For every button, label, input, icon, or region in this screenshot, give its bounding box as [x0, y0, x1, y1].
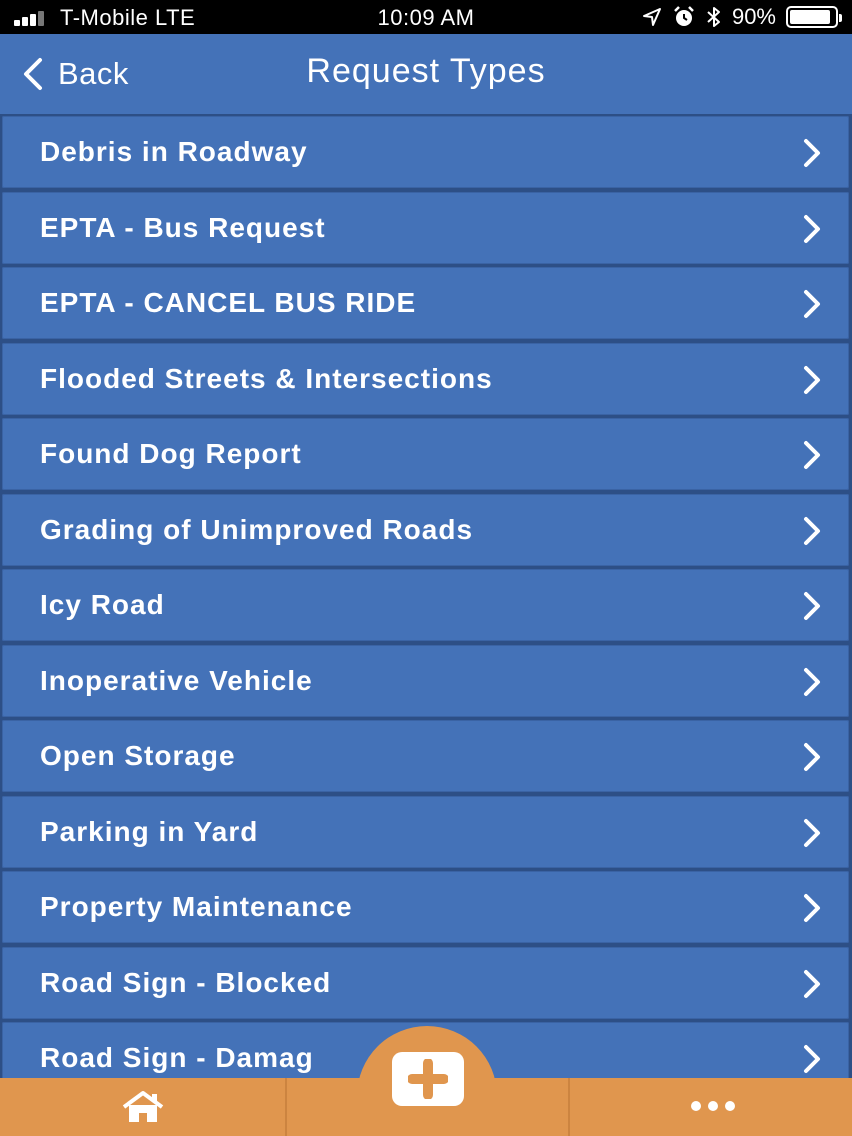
- request-type-label: Open Storage: [40, 740, 236, 771]
- chevron-right-icon: [801, 667, 823, 697]
- status-bar: [0, 0, 852, 34]
- add-request-icon: [408, 1059, 448, 1099]
- request-type-label: Grading of Unimproved Roads: [40, 513, 474, 545]
- alarm-icon: [672, 5, 696, 29]
- more-icon: [690, 1100, 736, 1112]
- chevron-right-icon: [801, 591, 823, 621]
- request-type-label: Property Maintenance: [40, 891, 353, 922]
- request-type-row[interactable]: [2, 871, 849, 943]
- battery-icon: [786, 6, 838, 28]
- chevron-right-icon: [801, 818, 823, 848]
- chevron-right-icon: [801, 289, 823, 319]
- home-icon: [120, 1090, 166, 1124]
- request-type-label: EPTA - Bus Request: [40, 211, 326, 243]
- request-type-row[interactable]: [2, 418, 849, 490]
- request-type-label: Inoperative Vehicle: [40, 664, 313, 696]
- status-right-group: [642, 4, 838, 30]
- location-arrow-icon: [642, 7, 662, 27]
- status-time: 10:09 AM: [377, 5, 475, 30]
- battery-percent: 90%: [731, 4, 776, 29]
- add-request-button[interactable]: [392, 1052, 464, 1106]
- chevron-right-icon: [801, 516, 823, 546]
- request-type-row[interactable]: [2, 494, 849, 566]
- request-type-label: Icy Road: [40, 589, 165, 620]
- request-type-label: Parking in Yard: [40, 815, 259, 847]
- chevron-right-icon: [801, 1044, 823, 1074]
- request-type-row[interactable]: [2, 267, 849, 339]
- navigation-bar: [0, 34, 852, 114]
- request-type-row[interactable]: [2, 569, 849, 641]
- chevron-right-icon: [801, 742, 823, 772]
- request-type-label: Road Sign - Blocked: [40, 966, 332, 998]
- chevron-right-icon: [801, 893, 823, 923]
- back-label: Back: [58, 56, 129, 91]
- request-type-row[interactable]: [2, 116, 849, 188]
- request-type-label: Found Dog Report: [40, 438, 302, 469]
- request-type-row[interactable]: [2, 645, 849, 717]
- request-type-label: Debris in Roadway: [40, 136, 308, 167]
- home-tab[interactable]: [0, 1078, 285, 1136]
- request-type-row[interactable]: [2, 343, 849, 415]
- request-type-label: Flooded Streets & Intersections: [40, 362, 493, 394]
- chevron-right-icon: [801, 138, 823, 168]
- request-type-row[interactable]: [2, 796, 849, 868]
- chevron-right-icon: [801, 365, 823, 395]
- chevron-right-icon: [801, 214, 823, 244]
- request-type-label: Road Sign - Damag: [40, 1042, 314, 1073]
- bluetooth-icon: [706, 5, 722, 29]
- tab-divider: [285, 1078, 287, 1136]
- request-type-row[interactable]: [2, 192, 849, 264]
- carrier-label: T-Mobile LTE: [60, 5, 196, 30]
- request-type-label: EPTA - CANCEL BUS RIDE: [40, 287, 417, 318]
- request-type-row[interactable]: [2, 947, 849, 1019]
- page-title: Request Types: [306, 52, 546, 90]
- chevron-right-icon: [801, 440, 823, 470]
- chevron-right-icon: [801, 969, 823, 999]
- more-tab[interactable]: [570, 1078, 852, 1136]
- request-type-row[interactable]: [2, 720, 849, 792]
- request-type-list: [0, 114, 852, 1078]
